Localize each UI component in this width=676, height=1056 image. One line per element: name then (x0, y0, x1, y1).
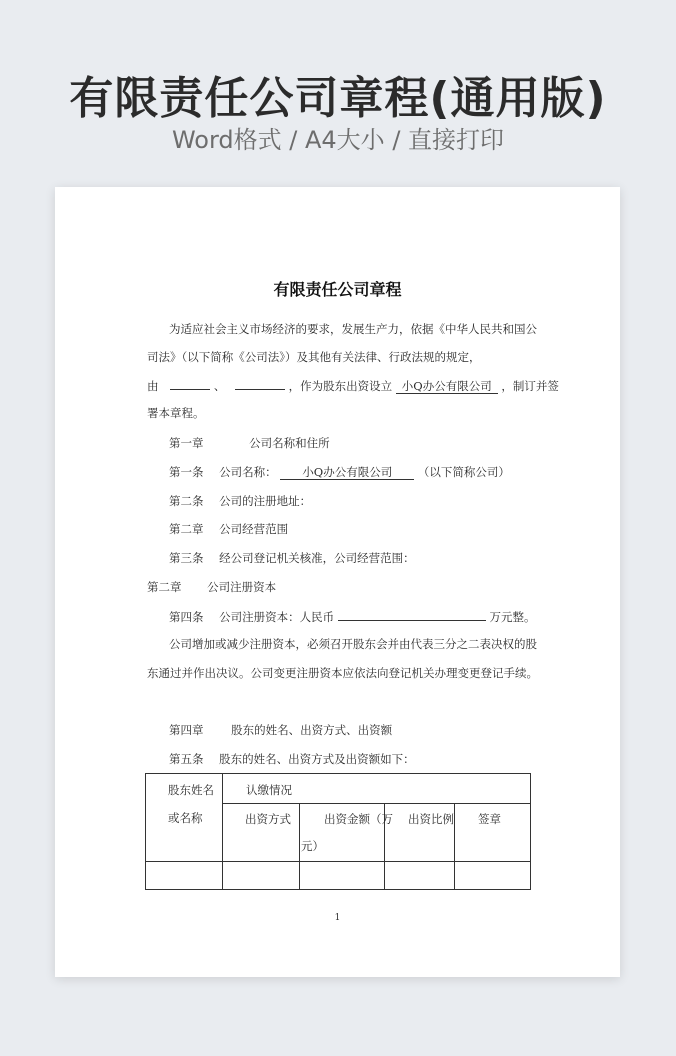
intro-line-1: 为适应社会主义市场经济的要求，发展生产力，依据《中华人民共和国公 (169, 322, 537, 336)
founder-blank-2 (235, 377, 285, 390)
table-header-shareholder-2: 或名称 (168, 811, 203, 825)
chapter-1 (169, 435, 330, 451)
article-4-label: 第四条 (169, 610, 204, 624)
table-header-signature: 签章 (478, 812, 501, 826)
intro-company: 小Q办公有限公司 (396, 379, 498, 394)
table-header-shareholder: 股东姓名 (168, 783, 214, 797)
chapter-2a-label: 第二章 (169, 522, 204, 536)
article-4-suffix: 万元整。 (489, 610, 536, 624)
chapter-2b-title: 公司注册资本 (207, 580, 277, 594)
intro-middle: ，作为股东出资设立 (288, 379, 393, 393)
chapter-4-title: 股东的姓名、出资方式、出资额 (231, 723, 393, 737)
article-1-label: 第一条 (169, 465, 204, 479)
article-4-text: 公司注册资本：人民币 (219, 610, 335, 624)
document-page (55, 187, 620, 977)
intro-line-4: 署本章程。 (147, 406, 205, 420)
table-header-subscription: 认缴情况 (246, 783, 292, 797)
table-header-amount-2: 元） (301, 839, 324, 853)
article-1 (169, 464, 510, 480)
table-header-amount: 出资金额（万 (324, 812, 393, 826)
intro-sep: 、 (213, 379, 226, 393)
header-title: 有限责任公司章程(通用版) (69, 73, 607, 124)
page-number: 1 (334, 913, 341, 923)
article-3 (169, 550, 415, 566)
article-3-text: 经公司登记机关核准，公司经营范围： (219, 551, 415, 565)
table-divider (146, 861, 530, 862)
article-1-text: 公司名称： (219, 465, 277, 479)
article-3-label: 第三条 (169, 551, 204, 565)
shareholder-table (145, 773, 531, 890)
article-4 (169, 608, 535, 625)
article-5 (169, 751, 415, 767)
header-subtitle: Word格式 / A4大小 / 直接打印 (171, 126, 505, 154)
capital-line-1: 公司增加或减少注册资本，必须召开股东会并由代表三分之二表决权的股 (169, 637, 537, 651)
article-2-text: 公司的注册地址： (219, 494, 312, 508)
chapter-2b-label: 第二章 (147, 580, 182, 594)
table-header-method: 出资方式 (245, 812, 291, 826)
table-divider (299, 861, 300, 889)
intro-line-2: 司法》（以下简称《公司法》）及其他有关法律、行政法规的规定， (147, 350, 481, 364)
table-divider (222, 861, 223, 889)
article-2 (169, 493, 311, 509)
chapter-1-title: 公司名称和住所 (249, 436, 330, 450)
table-divider (384, 861, 385, 889)
table-divider (454, 861, 455, 889)
article-1-suffix: （以下简称公司） (417, 465, 510, 479)
article-2-label: 第二条 (169, 494, 204, 508)
table-header-ratio: 出资比例 (408, 812, 454, 826)
table-divider (222, 803, 530, 804)
chapter-2b (147, 579, 276, 595)
article-1-company: 小Q办公有限公司 (280, 465, 414, 480)
chapter-1-label: 第一章 (169, 436, 204, 450)
founder-blank-1 (170, 377, 210, 390)
intro-suffix: ，制订并签 (501, 379, 559, 393)
capital-line-2: 东通过并作出决议。公司变更注册资本应依法向登记机关办理变更登记手续。 (147, 666, 538, 680)
chapter-2a (169, 521, 288, 537)
chapter-4 (169, 722, 392, 738)
intro-line-3 (147, 377, 559, 394)
chapter-4-label: 第四章 (169, 723, 204, 737)
capital-amount-blank (338, 608, 486, 621)
intro-prefix: 由 (147, 379, 159, 393)
chapter-2a-title: 公司经营范围 (219, 522, 289, 536)
article-5-text: 股东的姓名、出资方式及出资额如下： (219, 752, 415, 766)
document-title: 有限责任公司章程 (273, 280, 402, 299)
article-5-label: 第五条 (169, 752, 204, 766)
